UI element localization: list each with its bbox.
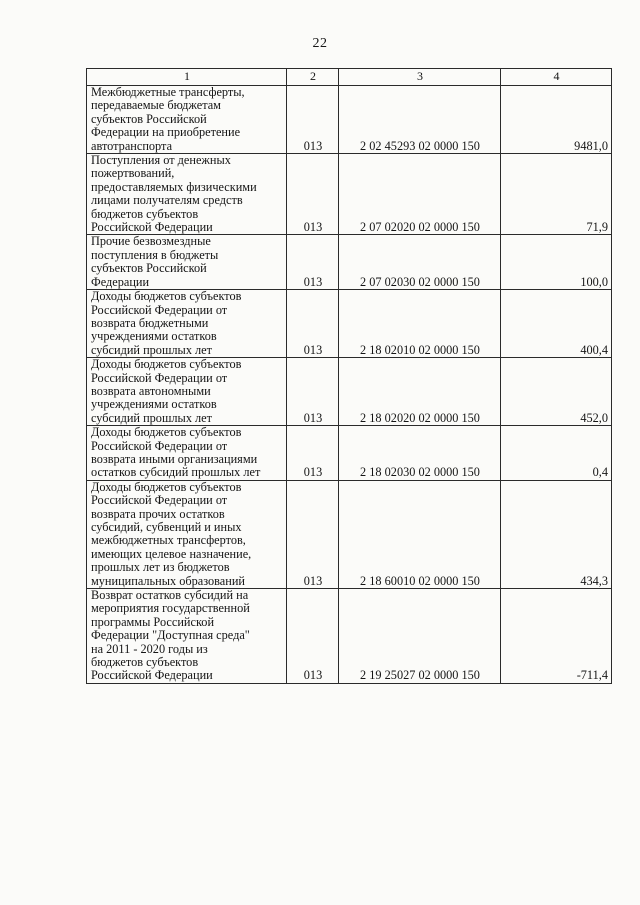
row-name-line: передаваемые бюджетам bbox=[91, 98, 221, 113]
row-name bbox=[87, 426, 287, 481]
row-name-line: Российской Федерации от bbox=[91, 438, 228, 453]
row-admin-code: 013 bbox=[287, 86, 339, 154]
row-budget-classification-code: 2 18 02010 02 0000 150 bbox=[339, 290, 501, 358]
table-row bbox=[87, 290, 612, 358]
row-name-line: Федерации на приобретение bbox=[91, 125, 241, 140]
column-header-1: 1 bbox=[87, 69, 287, 86]
row-name-line: бюджетов субъектов bbox=[91, 206, 199, 221]
row-name-line: возврата автономными bbox=[91, 383, 211, 398]
row-name-line: Российской Федерации bbox=[91, 220, 213, 235]
row-amount: -711,4 bbox=[501, 589, 612, 684]
row-admin-code: 013 bbox=[287, 480, 339, 588]
row-name-line: возврата прочих остатков bbox=[91, 506, 225, 521]
table-row bbox=[87, 358, 612, 426]
row-name-line: поступления в бюджеты bbox=[91, 247, 219, 262]
row-name-line: мероприятия государственной bbox=[91, 601, 250, 616]
row-admin-code: 013 bbox=[287, 589, 339, 684]
row-name-line: Российской Федерации bbox=[91, 668, 213, 683]
row-name-line: Доходы бюджетов субъектов bbox=[91, 479, 242, 494]
page-number: 22 bbox=[312, 36, 328, 51]
row-name-line: автотранспорта bbox=[91, 138, 173, 153]
row-name-line: пожертвований, bbox=[91, 166, 175, 181]
row-name-line: субсидий прошлых лет bbox=[91, 410, 213, 425]
row-amount: 434,3 bbox=[501, 480, 612, 588]
row-name-line: программы Российской bbox=[91, 614, 215, 629]
row-name bbox=[87, 235, 287, 290]
row-name-line: на 2011 - 2020 годы из bbox=[91, 641, 208, 656]
row-amount: 100,0 bbox=[501, 235, 612, 290]
row-admin-code: 013 bbox=[287, 358, 339, 426]
row-name bbox=[87, 358, 287, 426]
row-name bbox=[87, 480, 287, 588]
row-name-line: Межбюджетные трансферты, bbox=[91, 85, 245, 99]
row-name-line: Российской Федерации от bbox=[91, 370, 228, 385]
table-header bbox=[87, 69, 612, 86]
row-amount: 9481,0 bbox=[501, 86, 612, 154]
column-header-3: 3 bbox=[339, 69, 501, 86]
row-name bbox=[87, 154, 287, 235]
row-name-line: бюджетов субъектов bbox=[91, 655, 199, 670]
table-row bbox=[87, 589, 612, 684]
row-name-line: субъектов Российской bbox=[91, 111, 207, 126]
row-name-line: межбюджетных трансфертов, bbox=[91, 533, 246, 548]
row-admin-code: 013 bbox=[287, 154, 339, 235]
row-budget-classification-code: 2 07 02030 02 0000 150 bbox=[339, 235, 501, 290]
table-row bbox=[87, 426, 612, 481]
row-budget-classification-code: 2 18 60010 02 0000 150 bbox=[339, 480, 501, 588]
row-name-line: Федерации "Доступная среда" bbox=[91, 628, 250, 643]
table-row bbox=[87, 86, 612, 154]
row-name-line: предоставляемых физическими bbox=[91, 179, 257, 194]
row-name-line: субсидий прошлых лет bbox=[91, 342, 213, 357]
row-admin-code: 013 bbox=[287, 426, 339, 481]
row-name-line: Доходы бюджетов субъектов bbox=[91, 425, 242, 440]
table-row bbox=[87, 480, 612, 588]
row-name-line: возврата бюджетными bbox=[91, 315, 209, 330]
row-name-line: возврата иными организациями bbox=[91, 451, 258, 466]
row-name-line: Доходы бюджетов субъектов bbox=[91, 357, 242, 372]
revenue-table bbox=[86, 68, 612, 684]
row-budget-classification-code: 2 02 45293 02 0000 150 bbox=[339, 86, 501, 154]
row-name-line: Возврат остатков субсидий на bbox=[91, 588, 249, 603]
table-body bbox=[87, 86, 612, 684]
row-name bbox=[87, 290, 287, 358]
row-name bbox=[87, 86, 287, 154]
column-header-4: 4 bbox=[501, 69, 612, 86]
table-row bbox=[87, 235, 612, 290]
row-budget-classification-code: 2 19 25027 02 0000 150 bbox=[339, 589, 501, 684]
row-amount: 400,4 bbox=[501, 290, 612, 358]
row-admin-code: 013 bbox=[287, 235, 339, 290]
row-name-line: Поступления от денежных bbox=[91, 153, 231, 168]
row-name-line: Российской Федерации от bbox=[91, 302, 228, 317]
row-name-line: субъектов Российской bbox=[91, 261, 207, 276]
row-name bbox=[87, 589, 287, 684]
column-header-2: 2 bbox=[287, 69, 339, 86]
row-name-line: субсидий, субвенций и иных bbox=[91, 520, 242, 534]
row-name-line: имеющих целевое назначение, bbox=[91, 546, 252, 561]
row-budget-classification-code: 2 18 02030 02 0000 150 bbox=[339, 426, 501, 481]
row-name-line: Российской Федерации от bbox=[91, 493, 228, 508]
row-name-line: учреждениями остатков bbox=[91, 329, 217, 344]
row-name-line: Доходы бюджетов субъектов bbox=[91, 289, 242, 304]
row-name-line: Прочие безвозмездные bbox=[91, 234, 211, 249]
row-budget-classification-code: 2 18 02020 02 0000 150 bbox=[339, 358, 501, 426]
row-name-line: остатков субсидий прошлых лет bbox=[91, 465, 261, 480]
row-amount: 452,0 bbox=[501, 358, 612, 426]
row-admin-code: 013 bbox=[287, 290, 339, 358]
row-amount: 0,4 bbox=[501, 426, 612, 481]
row-amount: 71,9 bbox=[501, 154, 612, 235]
row-budget-classification-code: 2 07 02020 02 0000 150 bbox=[339, 154, 501, 235]
row-name-line: Федерации bbox=[91, 274, 150, 289]
table-row bbox=[87, 154, 612, 235]
row-name-line: учреждениями остатков bbox=[91, 397, 217, 412]
row-name-line: прошлых лет из бюджетов bbox=[91, 560, 230, 575]
header-row bbox=[87, 69, 612, 86]
row-name-line: муниципальных образований bbox=[91, 573, 245, 588]
row-name-line: лицами получателям средств bbox=[91, 193, 243, 208]
